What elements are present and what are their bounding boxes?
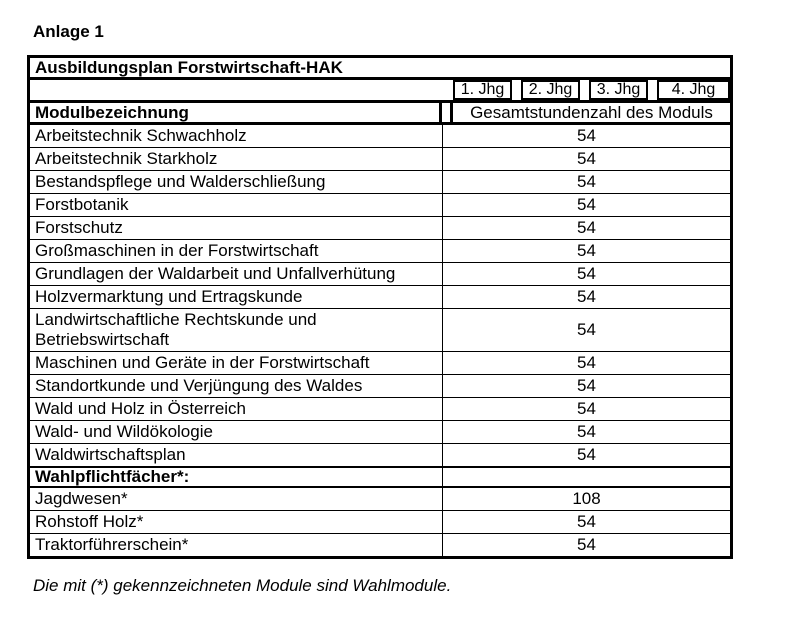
module-name-cell: Wald- und Wildökologie [30, 421, 443, 443]
year-header-boxes [453, 80, 730, 100]
module-hours-cell: 54 [577, 149, 596, 168]
table-row [30, 511, 730, 534]
module-hours-cell: 54 [577, 512, 596, 531]
table-row [30, 375, 730, 398]
module-hours-cell: 54 [577, 445, 596, 464]
electives-section-row [30, 466, 730, 488]
year-header-cell-3: 3. Jhg [589, 80, 648, 100]
table-row [30, 148, 730, 171]
module-name-cell: Wald und Holz in Österreich [30, 398, 443, 420]
module-name-cell: Grundlagen der Waldarbeit und Unfallverhütung [30, 263, 443, 285]
module-name-cell: Arbeitstechnik Schwachholz [30, 125, 443, 147]
module-hours-cell: 54 [577, 195, 596, 214]
column-header-row [30, 103, 730, 125]
annex-label: Anlage 1 [33, 22, 104, 41]
module-hours-cell: 54 [577, 320, 596, 339]
table-row [30, 309, 730, 352]
module-rows-container [30, 125, 730, 466]
module-hours-cell: 54 [577, 399, 596, 418]
table-row [30, 534, 730, 556]
table-title-row: Ausbildungsplan Forstwirtschaft-HAK [30, 58, 730, 80]
module-name-cell: Standortkunde und Verjüngung des Waldes [30, 375, 443, 397]
module-hours-cell: 54 [577, 264, 596, 283]
module-name-cell: Arbeitstechnik Starkholz [30, 148, 443, 170]
module-hours-cell: 54 [577, 172, 596, 191]
module-name-cell: Maschinen und Geräte in der Forstwirtschaft [30, 352, 443, 374]
module-hours-cell: 54 [577, 287, 596, 306]
electives-section-label: Wahlpflichtfächer*: [30, 468, 443, 486]
module-name-cell: Bestandspflege und Walderschließung [30, 171, 443, 193]
table-row [30, 398, 730, 421]
table-row [30, 263, 730, 286]
footnote: Die mit (*) gekennzeichneten Module sind Wahlmodule. [33, 576, 452, 595]
module-hours-cell: 108 [572, 489, 601, 508]
module-name-cell: Waldwirtschaftsplan [30, 444, 443, 466]
module-name-cell: Großmaschinen in der Forstwirtschaft [30, 240, 443, 262]
year-header-cell-1: 1. Jhg [453, 80, 512, 100]
module-hours-cell: 54 [577, 241, 596, 260]
table-row [30, 194, 730, 217]
module-name-cell: Jagdwesen* [30, 488, 443, 510]
column-header-gap [442, 103, 450, 122]
year-header-row [30, 80, 730, 103]
module-column-header: Modulbezeichnung [30, 103, 442, 122]
table-row [30, 421, 730, 444]
module-name-cell: Rohstoff Holz* [30, 511, 443, 533]
module-name-cell: Forstschutz [30, 217, 443, 239]
module-hours-cell: 54 [577, 535, 596, 554]
year-header-cell-4: 4. Jhg [657, 80, 730, 100]
table-row [30, 217, 730, 240]
year-header-spacer [30, 80, 453, 100]
electives-section-hours-cell [443, 468, 730, 486]
electives-rows-container [30, 488, 730, 556]
table-row [30, 444, 730, 466]
year-header-cell-2: 2. Jhg [521, 80, 580, 100]
module-name-cell: Holzvermarktung und Ertragskunde [30, 286, 443, 308]
module-name-cell: Landwirtschaftliche Rechtskunde und Betriebswirtschaft [30, 309, 443, 351]
module-name-cell: Forstbotanik [30, 194, 443, 216]
table-row [30, 171, 730, 194]
table-row [30, 125, 730, 148]
hours-column-header: Gesamtstundenzahl des Moduls [450, 103, 730, 122]
table-row [30, 488, 730, 511]
module-hours-cell: 54 [577, 422, 596, 441]
module-hours-cell: 54 [577, 218, 596, 237]
module-name-cell: Traktorführerschein* [30, 534, 443, 556]
module-hours-cell: 54 [577, 353, 596, 372]
module-hours-cell: 54 [577, 126, 596, 145]
training-plan-table [27, 55, 733, 559]
module-hours-cell: 54 [577, 376, 596, 395]
table-row [30, 240, 730, 263]
table-row [30, 286, 730, 309]
table-row [30, 352, 730, 375]
